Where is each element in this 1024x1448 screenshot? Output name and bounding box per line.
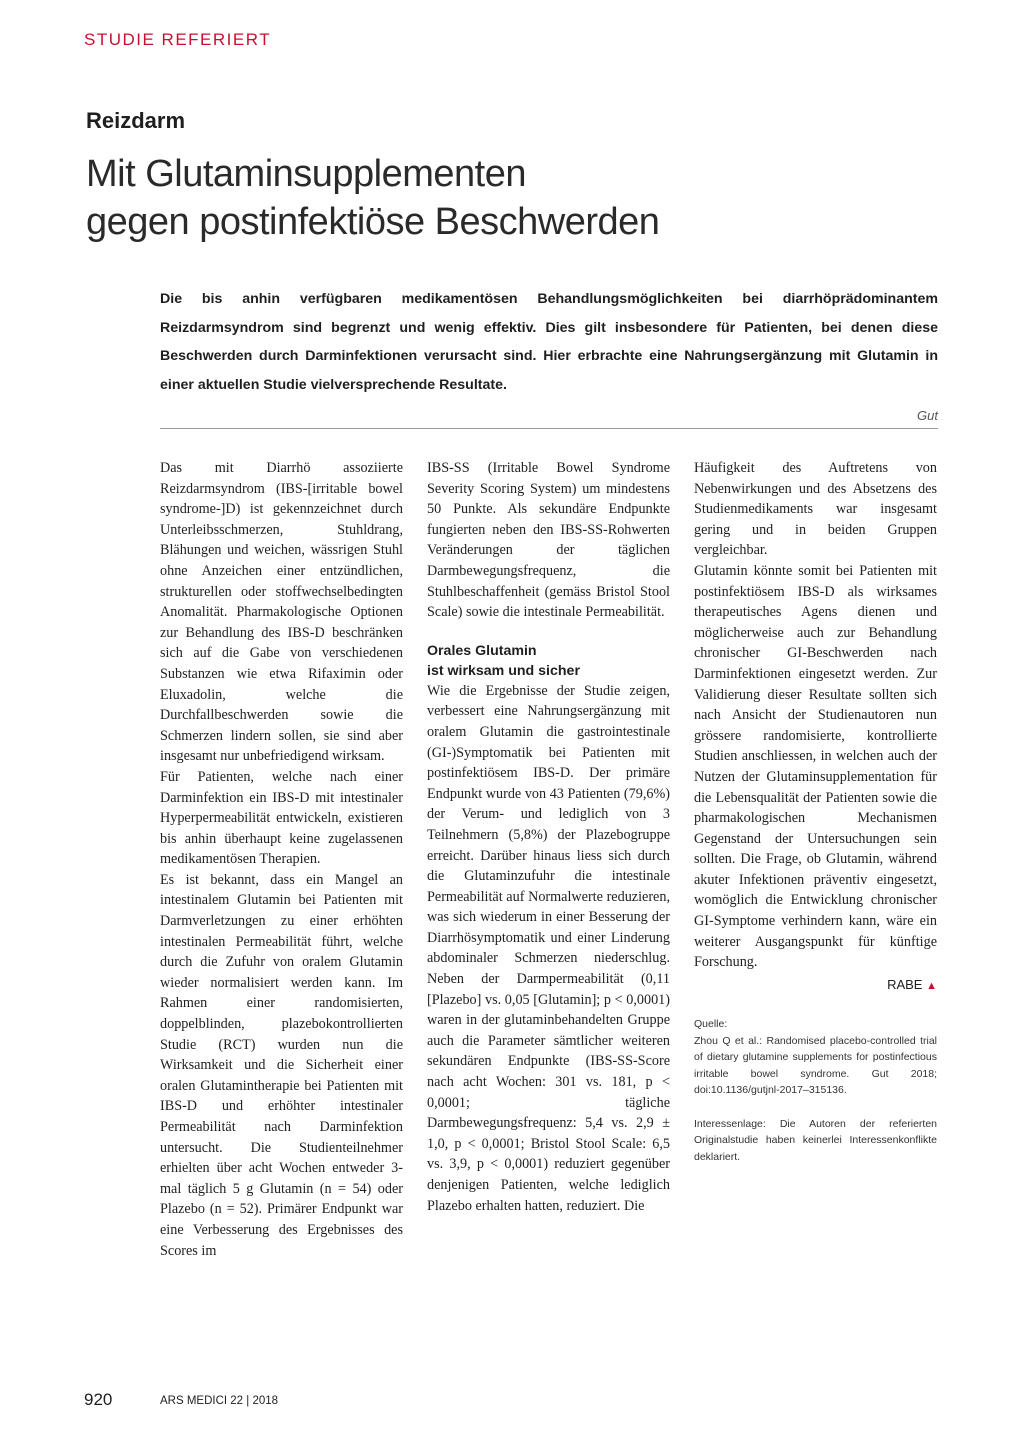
paragraph: Das mit Diarrhö assoziierte Reizdarmsyndrom (IBS-[irritable bowel syndrome-]D) ist gekennzeichnet durch Unterleibsschmerzen, Stuhldrang, Blähungen und weichen, wässrigen Stuhl ohne Anzeichen einer entzündlichen, strukturellen oder stoffwechselbedingten Anomalität. Pharmakologische Optionen zur Behandlung des IBS-D beschränken sich auf die Gabe von verschiedenen Substanzen wie etwa Rifaximin oder Eluxadolin, welche die Durchfallbeschwerden sowie die Schmerzen lindern sollen, sie sind aber insgesamt nur unbefriedigend wirksam. xyxy=(160,460,403,765)
column-1 xyxy=(160,458,403,1261)
article-title-line-2: gegen postinfektiöse Beschwerden xyxy=(86,201,660,243)
author-signature-text: RABE xyxy=(887,976,923,992)
author-signature xyxy=(694,975,937,997)
paragraph: Glutamin könnte somit bei Patienten mit postinfektiösem IBS-D als wirksames therapeutisches Agens dienen und möglicherweise auch zur Behandlung chronischer GI-Beschwerden nach Darminfektionen eingesetzt werden. Zur Validierung dieser Resultate sollten sich nach Ansicht der Studienautoren nun grössere randomisierte, kontrollierte Studien anschliessen, in welchen auch der Nutzen der Glutaminsupplementation für die Lebensqualität der Patienten sowie die pharmakologischen Mechanismen Gegenstand der Untersuchungen sein sollten. Die Frage, ob Glutamin, während akuter Infektionen präventiv eingesetzt, womöglich die Entwicklung chronischer GI-Symptome verhindern kann, wäre ein weiterer Ausgangspunkt für künftige Forschung. xyxy=(694,562,937,971)
page-number: 920 xyxy=(84,1390,113,1409)
section-label: STUDIE REFERIERT xyxy=(84,30,272,49)
article-title xyxy=(86,150,966,246)
column-2 xyxy=(427,458,670,1216)
paragraph: Für Patienten, welche nach einer Darminfektion ein IBS-D mit intestinaler Hyperpermeabilität entwickeln, existieren bis anhin überhaupt keine zugelassenen medikamentösen Therapien. xyxy=(160,768,403,868)
article-source-journal: Gut xyxy=(917,408,938,423)
paragraph: IBS-SS (Irritable Bowel Syndrome Severity Scoring System) um mindestens 50 Punkte. Als sekundäre Endpunkte fungierten neben den IBS-SS-Rohwerten Veränderungen der täglichen Darmbewegungsfrequenz, die Stuhlbeschaffenheit (gemäss Bristol Stool Scale) sowie die intestinale Permeabilität. xyxy=(427,460,670,621)
journal-issue: ARS MEDICI 22 | 2018 xyxy=(160,1395,279,1407)
subheading xyxy=(427,641,670,681)
subheading-line-2: ist wirksam und sicher xyxy=(427,662,580,679)
article-kicker: Reizdarm xyxy=(86,108,186,133)
paragraph: Wie die Ergebnisse der Studie zeigen, verbessert eine Nahrungsergänzung mit oralem Glutamin die gastrointestinale (GI-)Symptomatik bei Patienten mit postinfektiösem IBS-D. Der primäre Endpunkt wurde von 43 Patienten (79,6%) der Verum- und lediglich von 3 Teilnehmern (5,8%) der Plazebogruppe erreicht. Darüber hinaus liess sich durch die Glutaminzufuhr die intestinale Permeabilität auf Normalwerte reduzieren, was sich wiederum in einer Besserung der Diarrhösymptomatik und einer Linderung abdominaler Schmerzen niederschlug. Neben der Darmpermeabilität (0,11 [Plazebo] vs. 0,05 [Glutamin]; p < 0,0001) waren in der glutaminbehandelten Gruppe auch die Parameter sämtlicher weiteren sekundären Endpunkte (IBS-SS-Score nach acht Wochen: 301 vs. 181, p < 0,0001; tägliche Darmbewegungsfrequenz: 5,4 vs. 2,9 ± 1,0, p < 0,0001; Bristol Stool Scale: 6,5 vs. 3,9, p < 0,0001) reduziert gegenüber denjenigen Patienten, welche lediglich Plazebo erhalten hatten, reduziert. Die xyxy=(427,682,670,1214)
source-label: Quelle: xyxy=(694,1018,728,1031)
source-note xyxy=(694,1016,937,1099)
subheading-line-1: Orales Glutamin xyxy=(427,642,537,659)
paragraph: Es ist bekannt, dass ein Mangel an intestinalem Glutamin bei Patienten mit Darmverletzungen zu einer erhöhten intestinalen Permeabilität führt, welche durch die Zufuhr von oralem Glutamin wieder normalisiert werden kann. Im Rahmen einer randomisierten, doppelblinden, plazebokontrollierten Studie (RCT) wurden nun die Wirksamkeit und die Sicherheit einer oralen Glutamintherapie bei Patienten mit IBS-D und erhöhter intestinaler Permeabilität nach Darminfektion untersucht. Die Studienteilnehmer erhielten über acht Wochen entweder 3-mal täglich 5 g Glutamin (n = 54) oder Plazebo (n = 52). Primärer Endpunkt war eine Verbesserung des Ergebnisses des Scores im xyxy=(160,871,403,1259)
interest-note: Interessenlage: Die Autoren der referierten Originalstudie haben keinerlei Interessenkonflikte deklariert. xyxy=(694,1117,937,1163)
end-triangle-icon: ▲ xyxy=(926,979,937,992)
article-lead: Die bis anhin verfügbaren medikamentösen Behandlungsmöglichkeiten bei diarrhöprädominantem Reizdarmsyndrom sind begrenzt und wenig effektiv. Dies gilt insbesondere für Patienten, bei denen diese Beschwerden durch Darminfektionen verursacht sind. Hier erbrachte eine Nahrungsergänzung mit Glutamin in einer aktuellen Studie vielversprechende Resultate. xyxy=(160,291,938,393)
article-title-line-1: Mit Glutaminsupplementen xyxy=(86,153,526,195)
divider xyxy=(160,428,938,429)
source-citation: Zhou Q et al.: Randomised placebo-controlled trial of dietary glutamine supplements for postinfectious irritable bowel syndrome. Gut 2018; doi:10.1136/gutjnl-2017–315136. xyxy=(694,1034,937,1097)
column-3 xyxy=(694,458,937,1165)
paragraph: Häufigkeit des Auftretens von Nebenwirkungen und des Absetzens des Studienmedikaments war insgesamt gering und in beiden Gruppen vergleichbar. xyxy=(694,460,937,559)
